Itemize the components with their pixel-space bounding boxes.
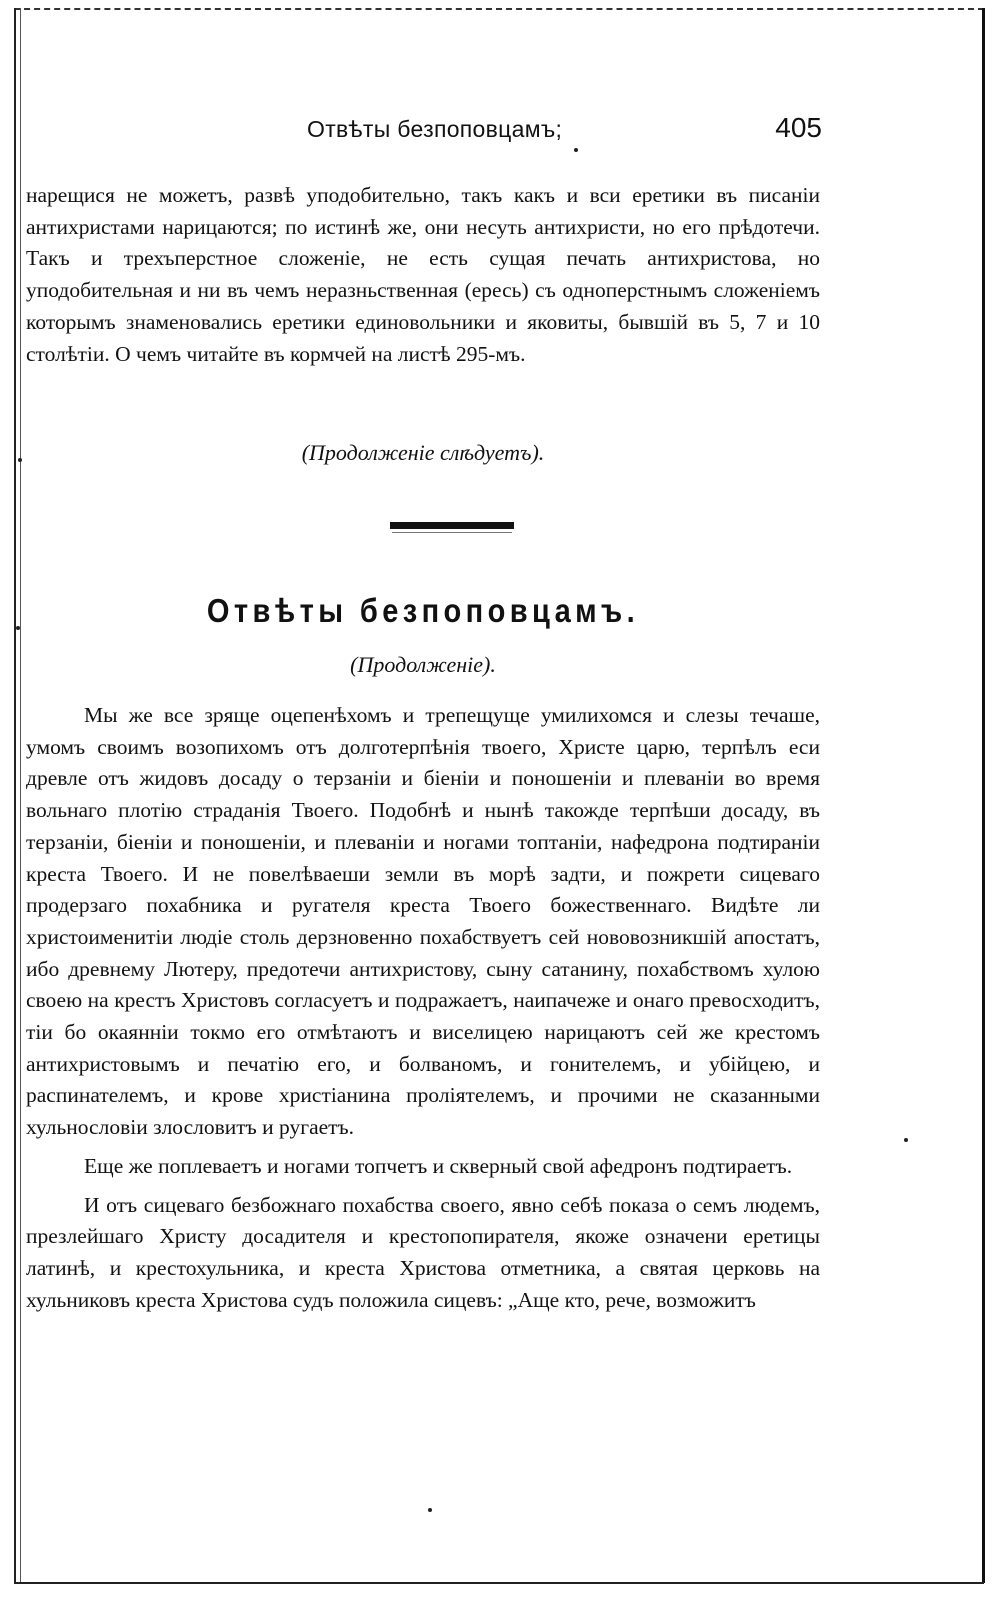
print-speck [16,626,20,630]
print-speck [904,1138,908,1142]
article-paragraph-1: Мы же все зряще оцепенѣхомъ и трепещуще умилихомся и слезы течаше, умомъ своимъ возопихомъ отъ долготерпѣнія твоего, Христе царю, терпѣлъ еси древле отъ жидовъ досаду о терзаніи и біеніи и поношеніи и плеваніи во время вольнаго плотію страданія Твоего. Подобнѣ и нынѣ такожде терпѣши досаду, въ терзаніи, біеніи и поношеніи, и плеваніи и ногами топтаніи, нафедрона подтираніи креста Твоего. И не повелѣваеши земли въ морѣ задти, и пожрети сицеваго продерзаго похабника и ругателя креста Твоего божественнаго. Видѣте ли христоименитіи людіе столь дерзновенно похабствуетъ сей нововозникшій апостатъ, ибо древнему Лютеру, предотечи антихристову, сыну сатанину, похабствомъ хулою своею на крестъ Христовъ согласуетъ и подражаетъ, наипачеже и онаго превосходитъ, тіи бо окаянніи токмо его отмѣтаютъ и виселицею нарицаютъ сей же крестомъ антихристовымъ и печатію его, и болваномъ, и гонителемъ, и убійцею, и распинателемъ, и крове христіанина проліятелемъ, и прочими не сказанными хульнословіи злословитъ и ругаетъ. [26,703,820,1140]
print-speck [574,148,578,152]
article-subtitle: (Продолженіе). [350,652,496,677]
article-paragraph-3: И отъ сицеваго безбожнаго похабства своего, явно себѣ показа о семъ людемъ, презлейшаго Христу досадителя и крестопопирателя, якоже означени еретицы латинѣ, и крестохульника, и креста Христова отметника, а святая церковь на хульниковъ креста Христова судъ положила сицевъ: „Аще кто, рече, возможитъ [26,1192,820,1312]
page-frame-bottom-border [14,1582,984,1584]
page-frame-right-border [982,8,985,1583]
print-speck [18,458,22,462]
article-paragraph-2: Еще же поплеваетъ и ногами топчетъ и скверный свой афедронъ подтираетъ. [84,1153,793,1178]
section-divider-thin-rule [392,532,512,533]
continued-note: (Продолженіе слѣдуетъ). [301,440,545,465]
article-title: Отвѣты безпоповцамъ. [206,592,640,629]
print-speck [428,1508,432,1512]
running-header [20,110,980,154]
continuation-text-block [26,180,820,370]
page-frame-left-inner-border [20,8,21,1583]
page-number: 405 [775,112,822,143]
page-frame-left-border [14,8,16,1583]
running-title: Отвѣты безпоповцамъ; [307,116,563,142]
page-frame-top-border [14,8,984,10]
section-divider-rule [390,522,514,529]
continuation-paragraph: нарещися не можетъ, развѣ уподобительно, такъ какъ и вси еретики въ писаніи антихристами нарицаются; по истинѣ же, они несуть антихристи, но его прѣдотечи. Такъ и трехъперстное сложеніе, не есть сущая печать антихристова, но уподобительная и ни въ чемъ неразньственная (ересь) съ одноперстнымъ сложеніемъ которымъ знаменовались еретики единовольники и яковиты, бывшій въ 5, 7 и 10 столѣтіи. О чемъ читайте въ кормчей на листѣ 295-мъ. [26,183,820,366]
article-body [26,700,820,1316]
